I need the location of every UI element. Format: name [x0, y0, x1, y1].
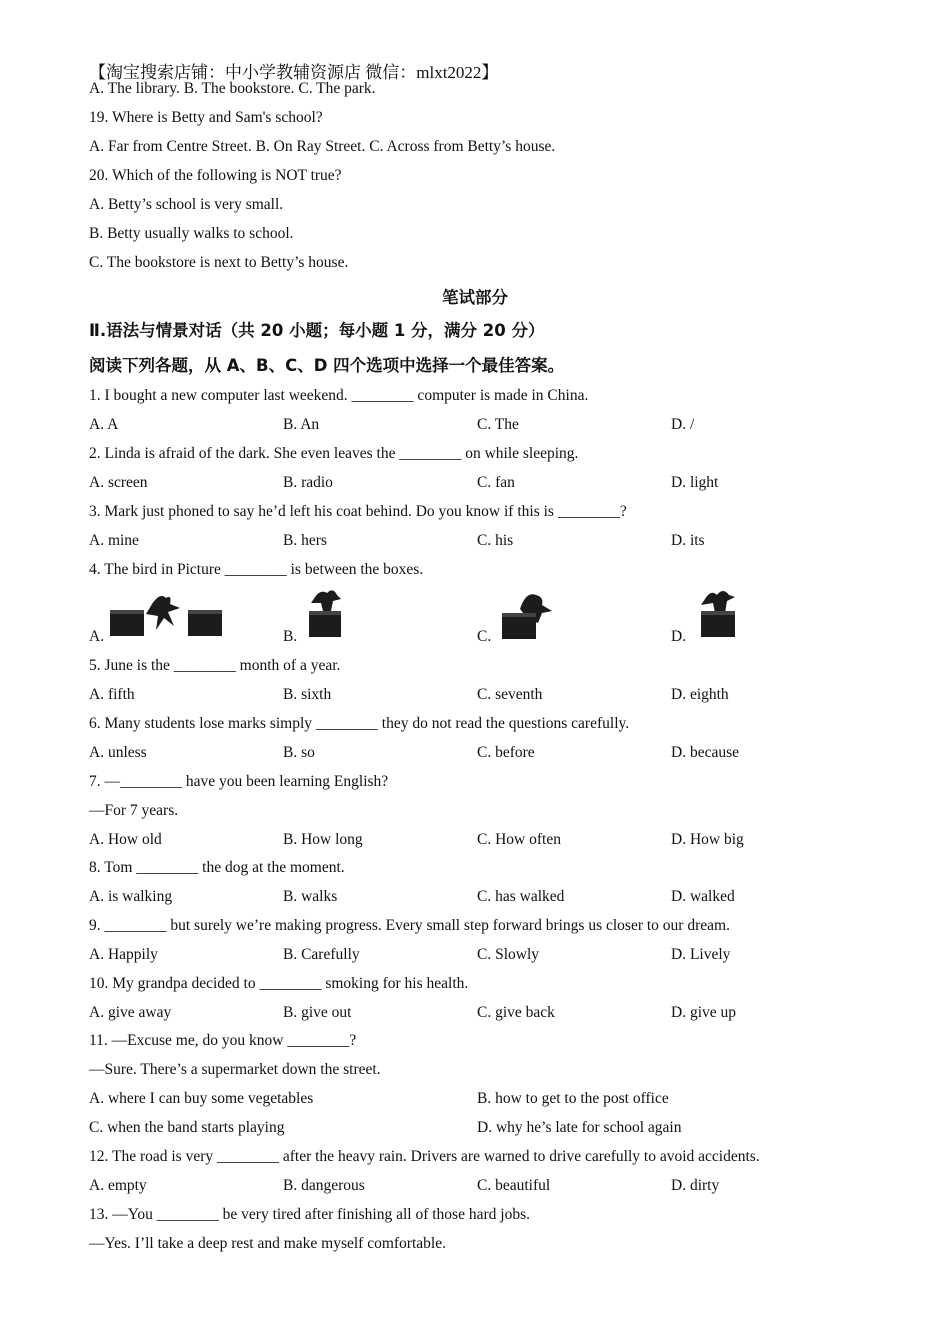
q10-option-a: A. give away	[89, 1004, 172, 1021]
q11-option-c: C. when the band starts playing	[89, 1119, 285, 1136]
q8-option-d: D. walked	[671, 888, 735, 905]
q12-option-a: A. empty	[89, 1177, 147, 1194]
shop-header: 【淘宝搜索店铺：中小学教辅资源店 微信：mlxt2022】	[89, 63, 499, 82]
q5-option-b: B. sixth	[283, 686, 332, 703]
picture-b-bird-on-box	[303, 587, 347, 641]
question-7: 7. —________ have you been learning English?	[89, 773, 389, 790]
q5-option-d: D. eighth	[671, 686, 729, 703]
q1-option-c: C. The	[477, 416, 519, 433]
q9-option-a: A. Happily	[89, 946, 158, 963]
listening-option-20a: A. Betty’s school is very small.	[89, 196, 284, 213]
q1-option-b: B. An	[283, 416, 320, 433]
q2-option-a: A. screen	[89, 474, 148, 491]
question-1: 1. I bought a new computer last weekend. ________ computer is made in China.	[89, 387, 589, 404]
listening-options-19: A. Far from Centre Street. B. On Ray Street. C. Across from Betty’s house.	[89, 138, 556, 155]
q4-option-b: B.	[283, 628, 298, 645]
q4-option-c: C.	[477, 628, 492, 645]
instruction: 阅读下列各题，从 A、B、C、D 四个选项中选择一个最佳答案。	[89, 356, 565, 375]
listening-question-20: 20. Which of the following is NOT true?	[89, 167, 342, 184]
q2-option-b: B. radio	[283, 474, 333, 491]
q11-option-a: A. where I can buy some vegetables	[89, 1090, 314, 1107]
listening-option-20b: B. Betty usually walks to school.	[89, 225, 294, 242]
question-3: 3. Mark just phoned to say he’d left his coat behind. Do you know if this is ________?	[89, 503, 627, 520]
q3-option-a: A. mine	[89, 532, 139, 549]
q8-option-b: B. walks	[283, 888, 338, 905]
listening-option-20c: C. The bookstore is next to Betty’s house.	[89, 254, 349, 271]
listening-options-18: A. The library. B. The bookstore. C. The park.	[89, 80, 376, 97]
picture-d-bird-in-box	[695, 587, 741, 641]
question-4: 4. The bird in Picture ________ is between the boxes.	[89, 561, 424, 578]
q12-option-b: B. dangerous	[283, 1177, 365, 1194]
q12-option-d: D. dirty	[671, 1177, 720, 1194]
listening-question-19: 19. Where is Betty and Sam's school?	[89, 109, 323, 126]
q9-option-d: D. Lively	[671, 946, 731, 963]
q6-option-b: B. so	[283, 744, 315, 761]
q8-option-a: A. is walking	[89, 888, 173, 905]
q5-option-c: C. seventh	[477, 686, 543, 703]
q2-option-d: D. light	[671, 474, 719, 491]
q3-option-d: D. its	[671, 532, 705, 549]
q8-option-c: C. has walked	[477, 888, 565, 905]
q12-option-c: C. beautiful	[477, 1177, 551, 1194]
question-13-reply: —Yes. I’ll take a deep rest and make myself comfortable.	[89, 1235, 446, 1252]
q6-option-c: C. before	[477, 744, 535, 761]
q1-option-a: A. A	[89, 416, 119, 433]
section-title: Ⅱ.语法与情景对话（共 20 小题；每小题 1 分，满分 20 分）	[89, 321, 545, 340]
written-part-title: 笔试部分	[442, 288, 508, 307]
q9-option-b: B. Carefully	[283, 946, 360, 963]
q7-option-d: D. How big	[671, 831, 744, 848]
q5-option-a: A. fifth	[89, 686, 135, 703]
q4-option-d: D.	[671, 628, 687, 645]
question-7-reply: —For 7 years.	[89, 802, 179, 819]
q10-option-b: B. give out	[283, 1004, 352, 1021]
q1-option-d: D. /	[671, 416, 695, 433]
q4-option-a: A.	[89, 628, 105, 645]
picture-c-bird-behind-box	[498, 589, 556, 641]
q9-option-c: C. Slowly	[477, 946, 540, 963]
question-13: 13. —You ________ be very tired after finishing all of those hard jobs.	[89, 1206, 530, 1223]
q10-option-d: D. give up	[671, 1004, 737, 1021]
question-11: 11. —Excuse me, do you know ________?	[89, 1032, 357, 1049]
q3-option-b: B. hers	[283, 532, 327, 549]
q6-option-d: D. because	[671, 744, 739, 761]
question-10: 10. My grandpa decided to ________ smoking for his health.	[89, 975, 469, 992]
question-12: 12. The road is very ________ after the heavy rain. Drivers are warned to drive carefully to avoid accidents.	[89, 1148, 760, 1165]
question-2: 2. Linda is afraid of the dark. She even leaves the ________ on while sleeping.	[89, 445, 579, 462]
q7-option-a: A. How old	[89, 831, 162, 848]
q6-option-a: A. unless	[89, 744, 147, 761]
question-5: 5. June is the ________ month of a year.	[89, 657, 341, 674]
q11-option-d: D. why he’s late for school again	[477, 1119, 682, 1136]
q3-option-c: C. his	[477, 532, 514, 549]
q7-option-b: B. How long	[283, 831, 363, 848]
q10-option-c: C. give back	[477, 1004, 555, 1021]
question-6: 6. Many students lose marks simply ________ they do not read the questions carefully.	[89, 715, 630, 732]
question-11-reply: —Sure. There’s a supermarket down the street.	[89, 1061, 381, 1078]
q7-option-c: C. How often	[477, 831, 561, 848]
picture-a-bird-between-boxes	[108, 590, 226, 640]
q11-option-b: B. how to get to the post office	[477, 1090, 669, 1107]
question-9: 9. ________ but surely we’re making progress. Every small step forward brings us closer to our dream.	[89, 917, 730, 934]
question-8: 8. Tom ________ the dog at the moment.	[89, 859, 345, 876]
q2-option-c: C. fan	[477, 474, 515, 491]
